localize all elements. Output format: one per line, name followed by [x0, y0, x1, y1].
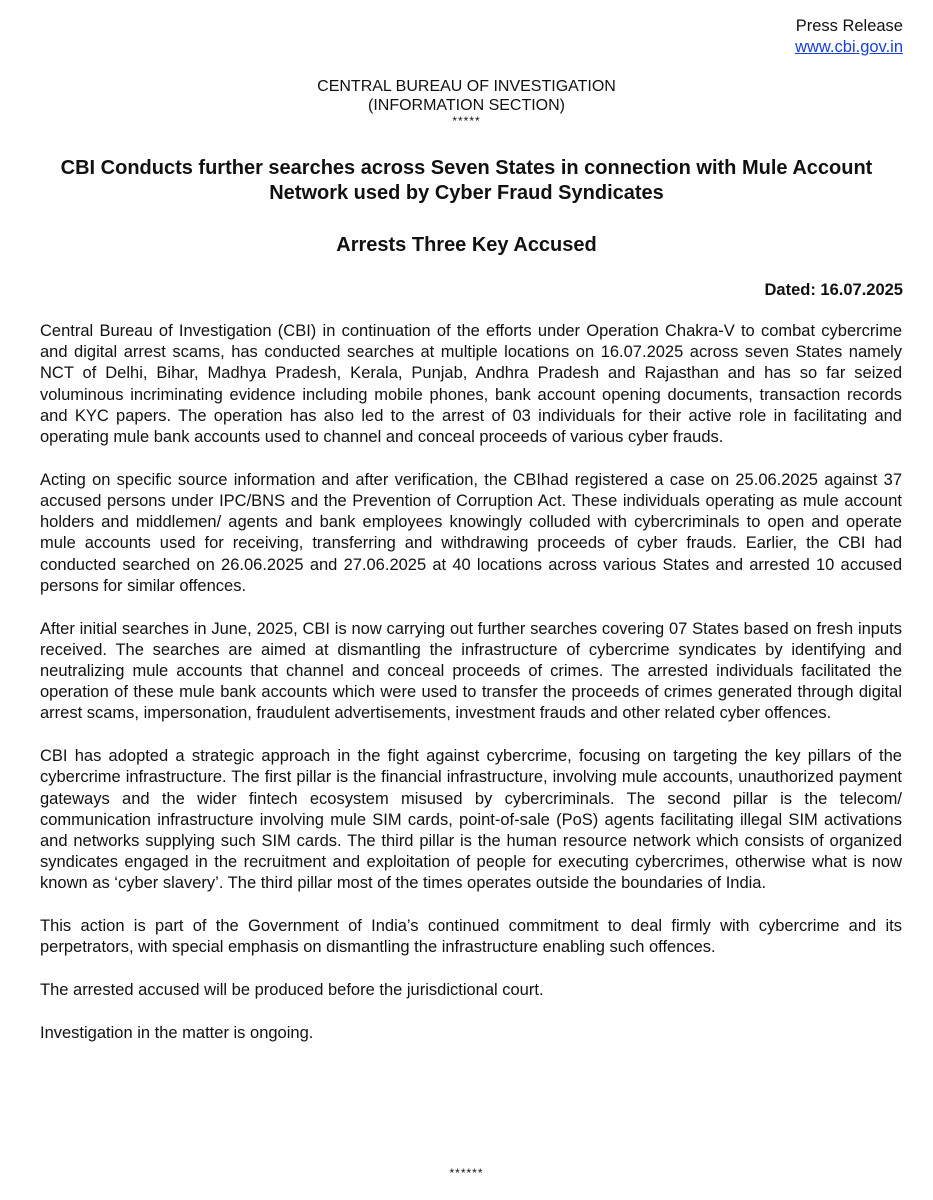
- paragraph: After initial searches in June, 2025, CBI is now carrying out further searches covering 07 States based on fresh inputs received. The searches are aimed at dismantling the infrastructure of cybercrime syndicates by identifying and neutralizing mule accounts that channel and conceal proceeds of crimes. The arrested individuals facilitated the operation of these mule bank accounts which were used to transfer the proceeds of crimes generated through digital arrest scams, impersonation, fraudulent advertisements, investment frauds and other related cyber offences.: [40, 619, 902, 723]
- paragraph: Central Bureau of Investigation (CBI) in continuation of the efforts under Operation Chakra-V to combat cybercrime and digital arrest scams, has conducted searches at multiple locations on 16.07.2025 across seven States namely NCT of Delhi, Bihar, Madhya Pradesh, Kerala, Punjab, Andhra Pradesh and Rajasthan and has so far seized voluminous incriminating evidence including mobile phones, bank account opening documents, transaction records and KYC papers. The operation has also led to the arrest of 03 individuals for their active role in facilitating and operating mule bank accounts used to channel and conceal proceeds of various cyber frauds.: [40, 322, 902, 447]
- paragraph: The arrested accused will be produced before the jurisdictional court.: [40, 981, 544, 1000]
- release-date: Dated: 16.07.2025: [764, 281, 903, 299]
- paragraph: Acting on specific source information and after verification, the CBIhad registered a case on 25.06.2025 against 37 accused persons under IPC/BNS and the Prevention of Corruption Act. These individuals operating as mule account holders and middlemen/ agents and bank employees knowingly colluded with cybercriminals to open and operate mule accounts used for receiving, transferring and withdrawing proceeds of cyber frauds. Earlier, the CBI had conducted searched on 26.06.2025 and 27.06.2025 at 40 locations across various States and arrested 10 accused persons for similar offences.: [40, 470, 902, 595]
- paragraph: Investigation in the matter is ongoing.: [40, 1024, 314, 1043]
- organization-block: [0, 77, 933, 127]
- organization-section: (INFORMATION SECTION): [367, 97, 566, 114]
- page-title: CBI Conducts further searches across Seven States in connection with Mule Account Network used by Cyber Fraud Syndicates: [60, 157, 873, 204]
- page-subtitle: Arrests Three Key Accused: [336, 234, 597, 256]
- body-text: [40, 321, 902, 1044]
- end-separator-stars: ******: [449, 1166, 484, 1180]
- organization-name: CENTRAL BUREAU OF INVESTIGATION: [317, 78, 616, 95]
- website-link[interactable]: www.cbi.gov.in: [795, 38, 903, 56]
- paragraph: CBI has adopted a strategic approach in the fight against cybercrime, focusing on targeting the key pillars of the cybercrime infrastructure. The first pillar is the financial infrastructure, involving mule accounts, unauthorized payment gateways and the wider fintech ecosystem misused by cybercriminals. The second pillar is the telecom/ communication infrastructure involving mule SIM cards, point-of-sale (PoS) agents facilitating illegal SIM activations and networks supplying such SIM cards. The third pillar is the human resource network which consists of organized syndicates engaged in the recruitment and exploitation of people for executing cybercrimes, otherwise what is now known as ‘cyber slavery’. The third pillar most of the times operates outside the boundaries of India.: [40, 747, 902, 893]
- separator-stars: *****: [452, 114, 481, 128]
- press-release-label: Press Release: [795, 17, 903, 35]
- paragraph: This action is part of the Government of India’s continued commitment to deal firmly with cybercrime and its perpetrators, with special emphasis on dismantling the infrastructure enabling such offences.: [40, 917, 902, 957]
- header-block: [795, 16, 903, 58]
